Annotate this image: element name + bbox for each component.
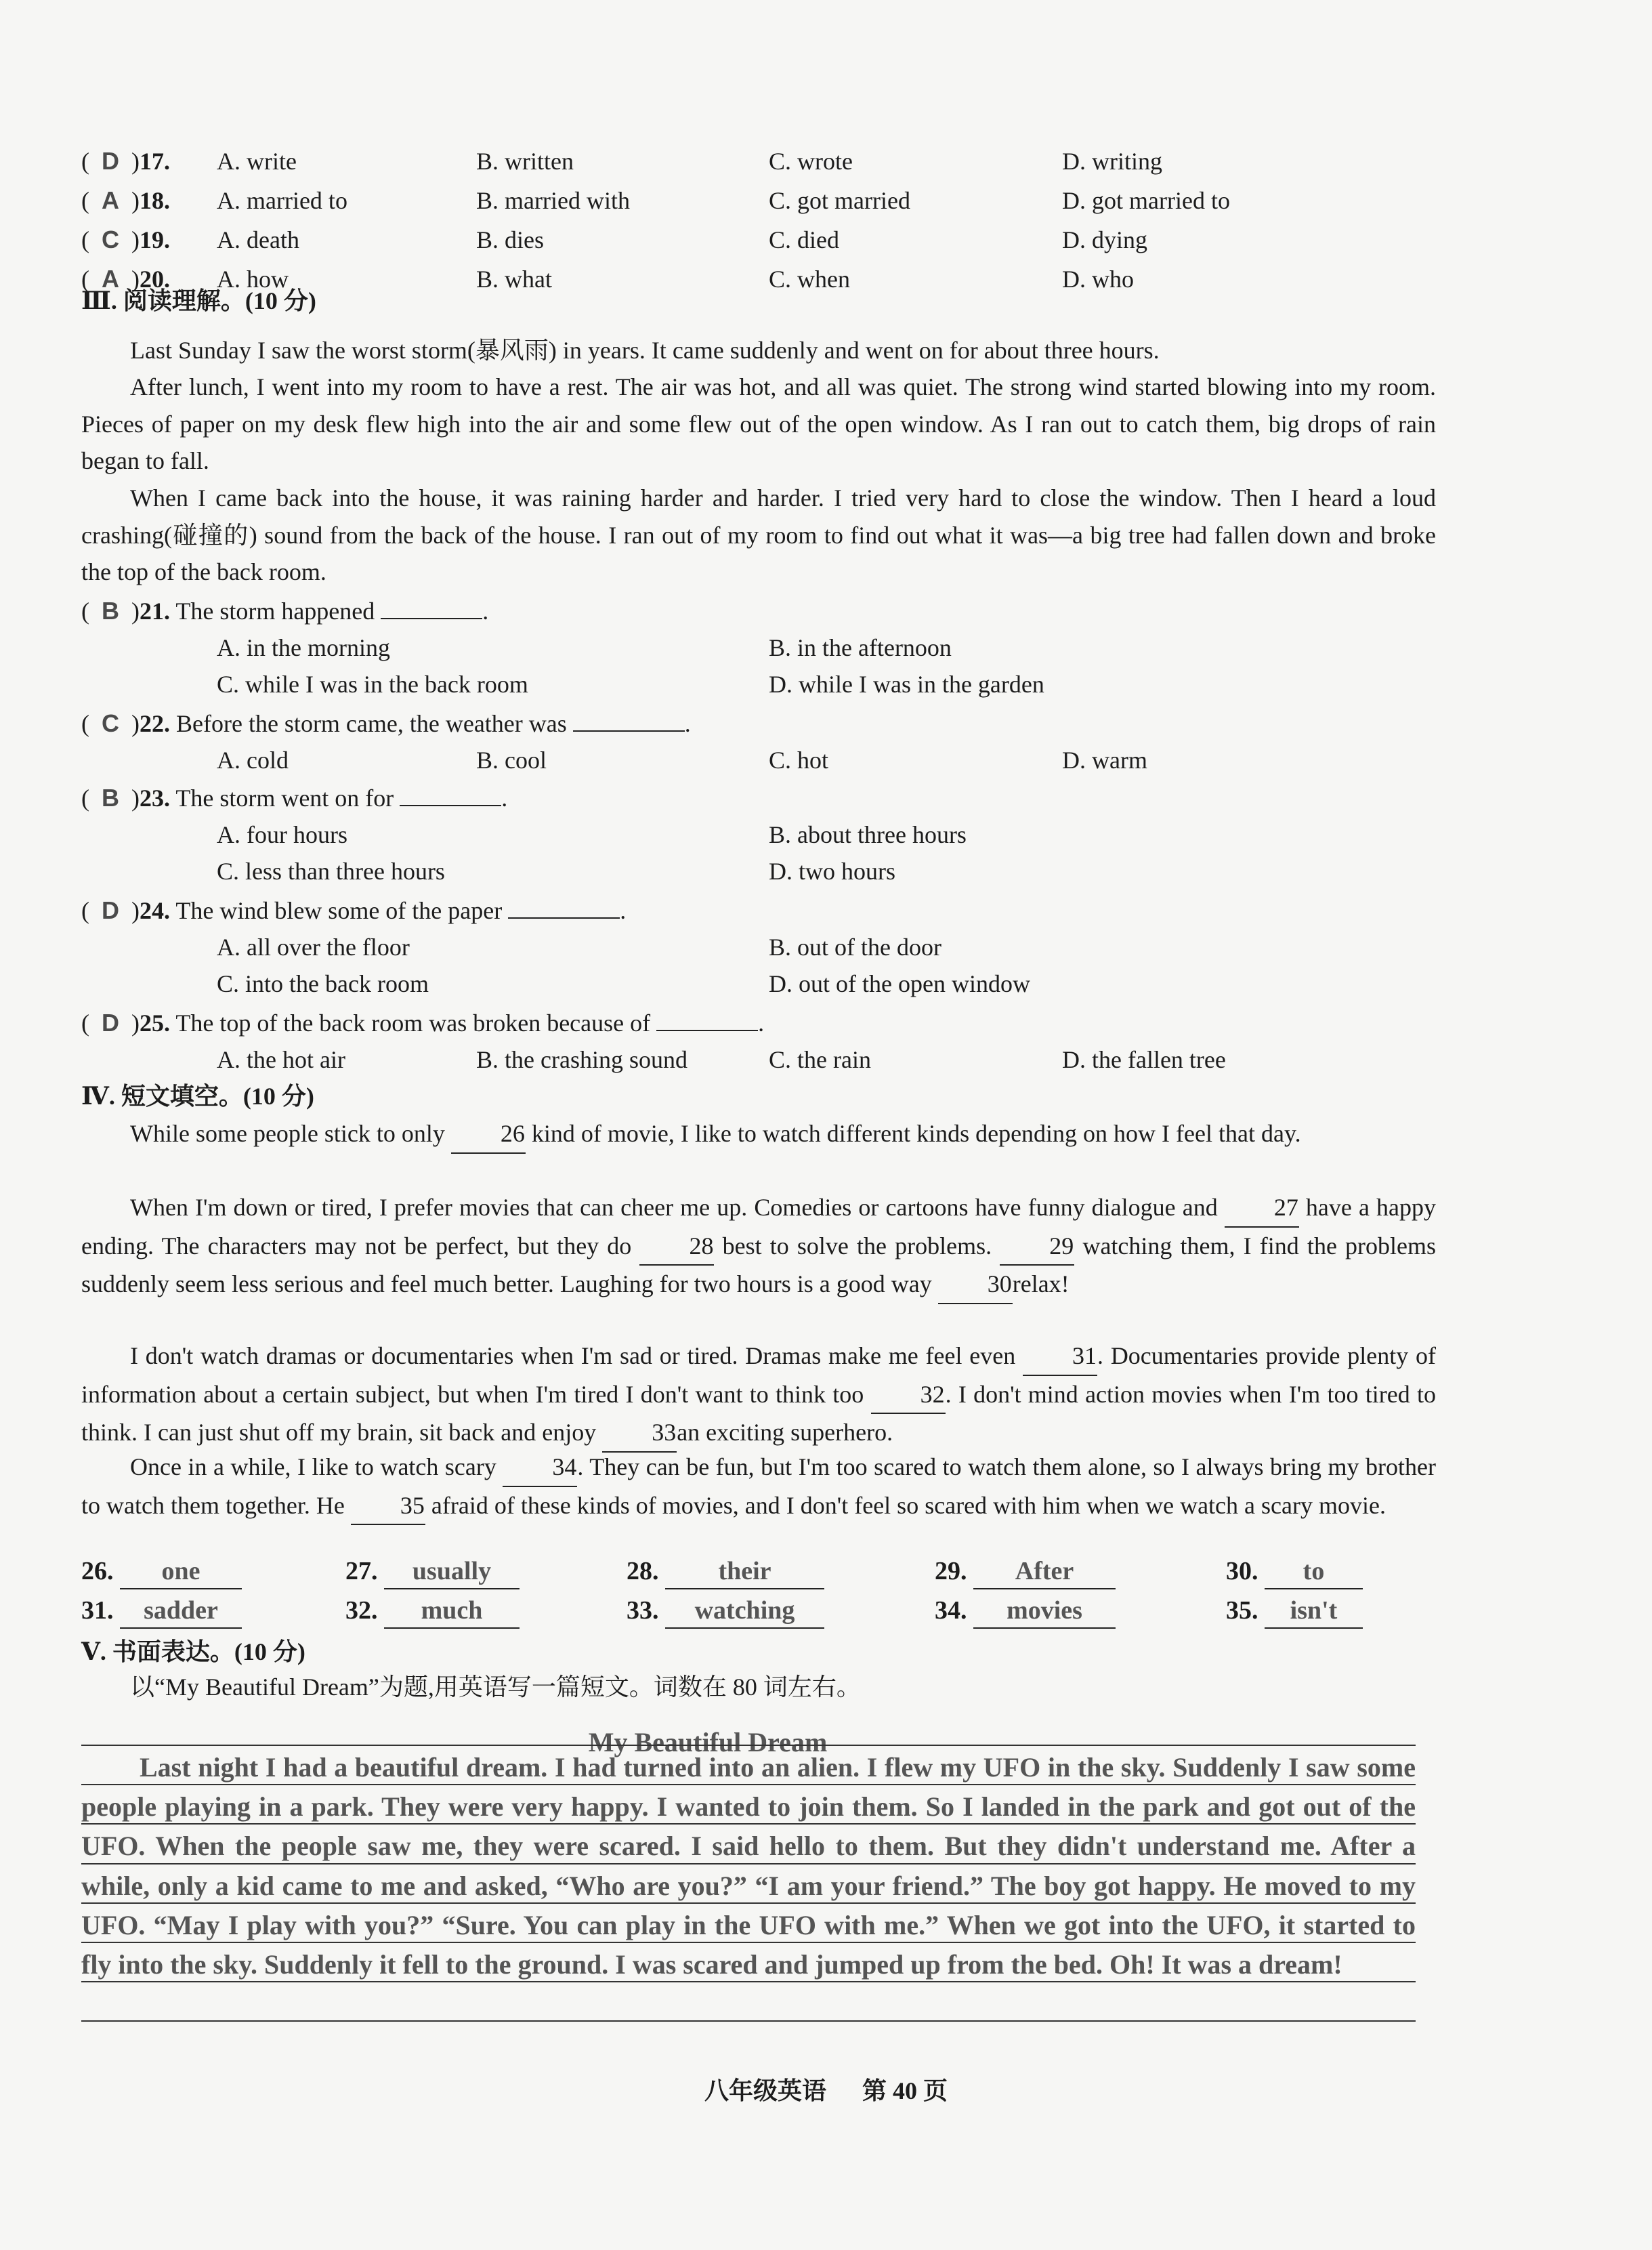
- answer-number: 30.: [1226, 1557, 1258, 1585]
- cloze-paragraph-4: [81, 1449, 1436, 1525]
- option: C. wrote: [769, 148, 853, 175]
- answer-value: to: [1265, 1554, 1363, 1589]
- option: B. the crashing sound: [476, 1046, 687, 1073]
- answer-letter: B: [102, 784, 119, 812]
- section-5-title: Ⅴ. 书面表达。(10 分): [81, 1638, 305, 1665]
- footer-grade: 八年级英语: [704, 2077, 826, 2104]
- text: When I'm down or tired, I prefer movies that can cheer me up. Comedies or cartoons have funny dialogue and: [130, 1194, 1218, 1221]
- cloze-answer-27: [345, 1554, 520, 1589]
- reading-paragraph-1: Last Sunday I saw the worst storm(暴风雨) in years. It came suddenly and went on for about three hours.: [130, 337, 1160, 364]
- option: A. death: [217, 226, 299, 253]
- option: A. write: [217, 148, 297, 175]
- answer-value: isn't: [1265, 1593, 1363, 1629]
- paren: ): [119, 148, 140, 175]
- cloze-question-row: [81, 186, 170, 215]
- answer-blank: [573, 730, 685, 732]
- cloze-question-row: [81, 225, 170, 255]
- answer-blank: [656, 1030, 758, 1031]
- text: best to solve the problems.: [722, 1232, 992, 1259]
- reading-question-row: [81, 1008, 764, 1038]
- cloze-answer-28: [627, 1554, 824, 1589]
- question-number: 23.: [140, 785, 170, 812]
- option: B. about three hours: [769, 821, 967, 848]
- option: D. out of the open window: [769, 970, 1030, 997]
- option: D. who: [1062, 266, 1134, 293]
- answer-letter: C: [102, 709, 119, 737]
- text: . They can be fun, but I'm too scared to watch them alone, so I always bring my brother to watch them together. He: [81, 1453, 1436, 1519]
- cloze-answer-26: [81, 1554, 242, 1589]
- question-stem: The storm went on for: [175, 785, 394, 812]
- option: A. in the morning: [217, 634, 390, 661]
- text: While some people stick to only: [130, 1120, 445, 1147]
- section-4-title: Ⅳ. 短文填空。(10 分): [81, 1083, 314, 1110]
- blank-32: 32: [871, 1376, 946, 1415]
- paren: ): [119, 785, 140, 812]
- option: B. in the afternoon: [769, 634, 952, 661]
- option: C. into the back room: [217, 970, 429, 997]
- option: D. got married to: [1062, 187, 1230, 214]
- answer-number: 28.: [627, 1557, 659, 1585]
- paren: ): [119, 710, 140, 737]
- writing-prompt: 以“My Beautiful Dream”为题,用英语写一篇短文。词数在 80 词左右。: [130, 1673, 861, 1701]
- text: I don't watch dramas or documentaries when I'm sad or tired. Dramas make me feel even: [130, 1342, 1016, 1369]
- ruled-line: [81, 1745, 1416, 1746]
- cloze-answer-29: [935, 1554, 1116, 1589]
- blank-35: 35: [351, 1487, 425, 1526]
- paren: (: [81, 226, 102, 253]
- question-number: 21.: [140, 598, 170, 625]
- stem-end: .: [758, 1009, 765, 1037]
- question-number: 19.: [140, 226, 170, 253]
- answer-letter: A: [102, 186, 119, 214]
- essay-title: My Beautiful Dream: [588, 1727, 828, 1757]
- stem-end: .: [501, 785, 508, 812]
- essay-body: Last night I had a beautiful dream. I had turned into an alien. I flew my UFO in the sky. Suddenly I saw some people playing in a park. They were very happy. I wanted to join them. So I landed in the park and got out of the UFO. When the people saw me, they were scared. I said hello to them. But they didn't understand me. After a while, only a kid came to me and asked, “Who are you?” “I am your friend.” The boy got happy. He moved to my UFO. “May I play with you?” “Sure. You can play in the UFO with me.” When we got into the UFO, it started to fly into the sky. Suddenly it fell to the ground. I was scared and jumped up from the bed. Oh! It was a dream!: [81, 1752, 1416, 1980]
- cloze-answer-31: [81, 1593, 242, 1629]
- reading-question-row: [81, 783, 507, 813]
- cloze-answer-33: [627, 1593, 824, 1629]
- answer-number: 31.: [81, 1596, 114, 1625]
- question-stem: The storm happened: [175, 598, 375, 625]
- answer-value: usually: [384, 1554, 520, 1589]
- cloze-paragraph-2: [81, 1189, 1436, 1304]
- answer-value: much: [384, 1593, 520, 1629]
- answer-blank: [508, 917, 620, 919]
- question-number: 17.: [140, 148, 170, 175]
- answer-letter: B: [102, 597, 119, 625]
- option: B. cool: [476, 747, 547, 774]
- cloze-answer-35: [1226, 1593, 1363, 1629]
- option: A. the hot air: [217, 1046, 345, 1073]
- stem-end: .: [684, 710, 691, 737]
- option: D. while I was in the garden: [769, 671, 1044, 698]
- question-number: 20.: [140, 266, 170, 293]
- cloze-paragraph-3: [81, 1337, 1436, 1453]
- option: D. dying: [1062, 226, 1147, 253]
- text: watching them, I find the problems suddenly seem less serious and feel much better. Laughing for two hours is a good way: [81, 1232, 1437, 1297]
- reading-question-row: [81, 596, 488, 626]
- blank-29: 29: [1000, 1228, 1074, 1266]
- answer-number: 26.: [81, 1557, 114, 1585]
- section-3-title: Ⅲ. 阅读理解。(10 分): [81, 287, 316, 314]
- question-number: 25.: [140, 1009, 170, 1037]
- page-footer: [0, 2072, 1652, 2106]
- paren: (: [81, 187, 102, 214]
- answer-value: movies: [973, 1593, 1116, 1629]
- question-stem: Before the storm came, the weather was: [176, 710, 567, 737]
- option: B. what: [476, 266, 552, 293]
- cloze-answer-30: [1226, 1554, 1363, 1589]
- paren: ): [119, 226, 140, 253]
- text: have a happy ending. The characters may not be perfect, but they do: [81, 1194, 1437, 1259]
- answer-letter: D: [102, 1009, 119, 1037]
- stem-end: .: [482, 598, 489, 625]
- question-stem: The top of the back room was broken because of: [175, 1009, 651, 1037]
- answer-letter: A: [102, 265, 119, 293]
- cloze-answer-32: [345, 1593, 520, 1629]
- paren: (: [81, 266, 102, 293]
- answer-number: 27.: [345, 1557, 378, 1585]
- blank-28: 28: [639, 1228, 714, 1266]
- option: C. less than three hours: [217, 858, 445, 885]
- cloze-answer-34: [935, 1593, 1116, 1629]
- reading-paragraph-3: When I came back into the house, it was raining harder and harder. I tried very hard to close the window. Then I heard a loud crashing(碰撞的) sound from the back of the house. I ran out of my room to find out what it was—a big tree had fallen down and broke the top of the back room.: [81, 484, 1437, 585]
- text: . Documentaries provide plenty of information about a certain subject, but when I'm tired I don't want to think too: [81, 1342, 1437, 1408]
- option: D. two hours: [769, 858, 895, 885]
- answer-value: After: [973, 1554, 1116, 1589]
- paren: ): [119, 187, 140, 214]
- blank-33: 33: [602, 1414, 677, 1453]
- paren: (: [81, 598, 102, 625]
- paren: ): [119, 266, 140, 293]
- answer-blank: [381, 618, 482, 619]
- footer-page-number: 第 40 页: [862, 2077, 948, 2104]
- paren: (: [81, 1009, 102, 1037]
- answer-value: their: [665, 1554, 824, 1589]
- blank-30: 30: [938, 1266, 1013, 1304]
- answer-value: sadder: [120, 1593, 242, 1629]
- option: C. got married: [769, 187, 910, 214]
- answer-number: 32.: [345, 1596, 378, 1625]
- blank-31: 31: [1023, 1337, 1097, 1376]
- text: kind of movie, I like to watch different kinds depending on how I feel that day.: [531, 1120, 1301, 1147]
- option: B. married with: [476, 187, 630, 214]
- ruled-line: [81, 2020, 1416, 2022]
- question-number: 24.: [140, 897, 170, 924]
- option: B. dies: [476, 226, 545, 253]
- option: B. written: [476, 148, 574, 175]
- text: Once in a while, I like to watch scary: [130, 1453, 496, 1480]
- answer-blank: [400, 805, 501, 806]
- option: D. warm: [1062, 747, 1147, 774]
- question-number: 22.: [140, 710, 170, 737]
- blank-34: 34: [503, 1449, 577, 1487]
- paren: (: [81, 148, 102, 175]
- option: D. the fallen tree: [1062, 1046, 1226, 1073]
- cloze-question-row: [81, 146, 170, 176]
- answer-number: 35.: [1226, 1596, 1258, 1625]
- paren: (: [81, 710, 102, 737]
- option: A. how: [217, 266, 289, 293]
- option: A. all over the floor: [217, 934, 410, 961]
- option: C. the rain: [769, 1046, 871, 1073]
- reading-question-row: [81, 896, 626, 925]
- option: B. out of the door: [769, 934, 941, 961]
- paren: (: [81, 785, 102, 812]
- paren: (: [81, 897, 102, 924]
- answer-letter: D: [102, 147, 119, 175]
- question-stem: The wind blew some of the paper: [175, 897, 503, 924]
- text: an exciting superhero.: [677, 1419, 893, 1446]
- option: C. when: [769, 266, 850, 293]
- option: A. married to: [217, 187, 347, 214]
- option: D. writing: [1062, 148, 1162, 175]
- option: C. hot: [769, 747, 829, 774]
- answer-letter: C: [102, 226, 119, 253]
- answer-number: 29.: [935, 1557, 967, 1585]
- reading-question-row: [81, 709, 691, 738]
- answer-value: one: [120, 1554, 242, 1589]
- answer-value: watching: [665, 1593, 824, 1629]
- blank-26: 26: [451, 1115, 526, 1154]
- answer-number: 33.: [627, 1596, 659, 1625]
- paren: ): [119, 598, 140, 625]
- cloze-paragraph-1: [81, 1115, 1436, 1154]
- text: . I don't mind action movies when I'm too tired to think. I can just shut off my brain, sit back and enjoy: [81, 1380, 1436, 1446]
- option: C. while I was in the back room: [217, 671, 528, 698]
- paren: ): [119, 1009, 140, 1037]
- text: afraid of these kinds of movies, and I don't feel so scared with him when we watch a scary movie.: [431, 1491, 1386, 1519]
- option: A. cold: [217, 747, 289, 774]
- answer-number: 34.: [935, 1596, 967, 1625]
- blank-27: 27: [1225, 1189, 1299, 1228]
- option: C. died: [769, 226, 839, 253]
- paren: ): [119, 897, 140, 924]
- reading-paragraph-2: After lunch, I went into my room to have a rest. The air was hot, and all was quiet. The strong wind started blowing into my room. Pieces of paper on my desk flew high into the air and some flew out of the open window. As I ran out to catch them, big drops of rain began to fall.: [81, 373, 1436, 474]
- text: relax!: [1012, 1270, 1069, 1297]
- answer-letter: D: [102, 896, 119, 924]
- stem-end: .: [620, 897, 627, 924]
- option: A. four hours: [217, 821, 347, 848]
- question-number: 18.: [140, 187, 170, 214]
